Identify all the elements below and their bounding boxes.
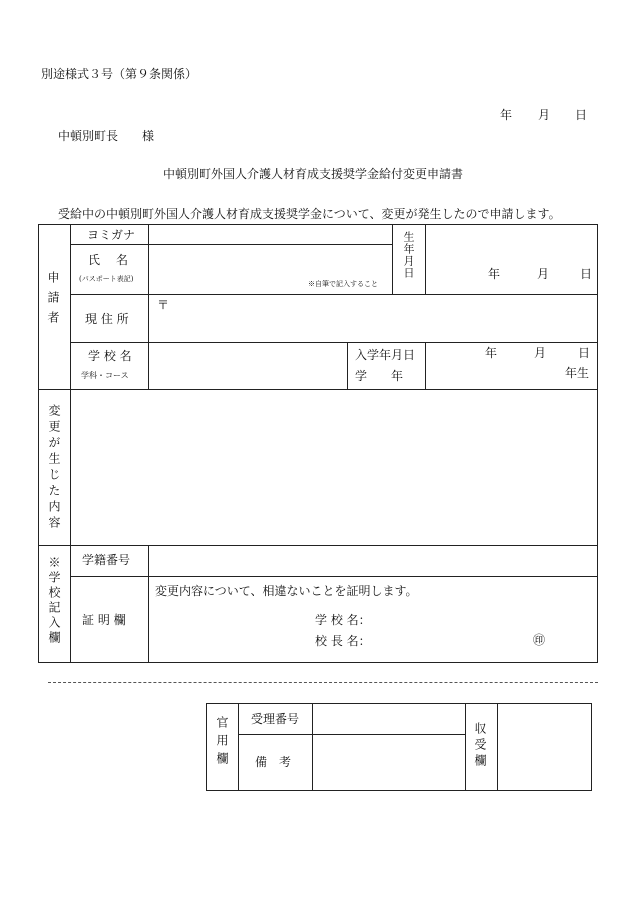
cut-line [48, 682, 598, 683]
receipt-number-field[interactable] [314, 705, 463, 732]
enrollment-field[interactable] [427, 344, 596, 387]
form-title: 中頓別町外国人介護人材育成支援奨学金給付変更申請書 [163, 167, 464, 181]
certification-text: 変更内容について、相違ないことを証明します。 [155, 584, 418, 598]
addressee: 中頓別町長 様 [58, 129, 155, 143]
school-name-field[interactable] [150, 344, 345, 387]
applicant-section-label: 申請者 [46, 271, 60, 331]
certifying-school-label: 学 校 名： [315, 613, 371, 627]
date-month-label: 月 [538, 108, 551, 122]
birth-date-field[interactable] [427, 226, 596, 292]
furigana-field[interactable] [150, 225, 390, 243]
birth-year-label: 年 [488, 267, 501, 281]
received-stamp-label: 収受欄 [473, 722, 487, 770]
date-day-label: 日 [575, 108, 588, 122]
intro-text: 受給中の中頓別町外国人介護人材育成支援奨学金について、変更が発生したので申請します。 [58, 207, 561, 221]
form-number: 別途様式３号（第９条関係） [41, 67, 198, 81]
enrollment-date-label: 入学年月日 [355, 348, 416, 362]
certification-field[interactable] [372, 606, 522, 656]
school-section-label: ※学校記入欄 [47, 556, 61, 646]
change-content-field[interactable] [72, 391, 596, 543]
birth-month-label: 月 [537, 267, 550, 281]
birth-date-label: 生年月日 [402, 231, 415, 279]
seal-mark: ㊞ [533, 633, 546, 647]
handwrite-note: ※自筆で記入すること [308, 280, 378, 288]
received-stamp-field[interactable] [499, 705, 590, 789]
principal-name-label: 校 長 名： [315, 634, 371, 648]
remarks-label: 備 考 [255, 755, 292, 769]
receipt-number-label: 受理番号 [251, 712, 300, 726]
address-field[interactable] [150, 296, 596, 340]
student-number-field[interactable] [150, 547, 596, 574]
furigana-label: ヨミガナ [87, 228, 136, 242]
date-year-label: 年 [500, 108, 513, 122]
postal-mark: 〒 [157, 298, 170, 312]
change-content-label: 変更が生じた内容 [47, 404, 61, 532]
student-number-label: 学籍番号 [82, 553, 131, 567]
grade-suffix-label: 年生 [565, 366, 590, 380]
name-passport-note: (パスポート表記) [79, 275, 134, 283]
enroll-day-label: 日 [578, 346, 591, 360]
address-label: 現 住 所 [85, 312, 129, 326]
remarks-field[interactable] [314, 736, 463, 789]
enroll-year-label: 年 [485, 346, 498, 360]
office-use-label: 官用欄 [215, 716, 229, 770]
grade-label: 学 年 [355, 369, 404, 383]
enroll-month-label: 月 [534, 346, 547, 360]
name-label: 氏 名 [88, 253, 131, 267]
certification-label: 証 明 欄 [82, 613, 126, 627]
birth-day-label: 日 [580, 267, 593, 281]
department-label: 学科・コース [81, 371, 129, 380]
school-name-label: 学 校 名 [88, 349, 132, 363]
